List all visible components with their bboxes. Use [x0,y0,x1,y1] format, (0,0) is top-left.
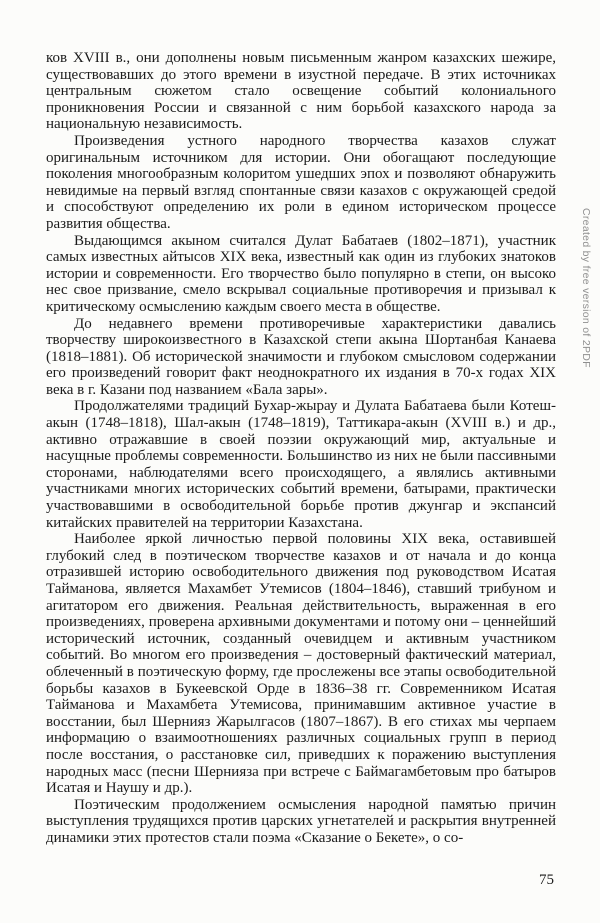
paragraph: Поэтическим продолжением осмысления народной памятью причин выступления трудящихся против царских угнетателей и раскрытия внутренней динамики этих протестов стали поэма «Сказание о Бекете», о со- [46,796,556,846]
pdf-watermark: Created by free version of 2PDF [580,208,592,368]
paragraph: Произведения устного народного творчества казахов служат оригинальным источником для истории. Они обогащают последующие поколения многообразным колоритом ушедших эпох и позволяют обнаружить невидимые на первый взгляд спонтанные связи казахов с окружающей средой и способствуют определению их роли в едином историческом процессе развития общества. [46,132,556,232]
paragraph: Наиболее яркой личностью первой половины XIX века, оставившей глубокий след в поэтическом творчестве казахов и от начала и до конца отразившей историю освободительного движения под руководством Исатая Тайманова, является Махамбет Утемисов (1804–1846), ставший трибуном и агитатором его движения. Реальная действительность, выраженная в его произведениях, проверена архивными документами и потому они – ценнейший исторический источник, созданный очевидцем и активным участником событий. Во многом его произведения – достоверный фактический материал, облеченный в поэтическую форму, где прослежены все этапы освободительной борьбы казахов в Букеевской Орде в 1836–38 гг. Современником Исатая Тайманова и Махамбета Утемисова, принимавшим активное участие в восстании, был Шернияз Жарылгасов (1807–1867). В его стихах мы черпаем информацию о взаимоотношениях различных социальных групп в период после восстания, о расстановке сил, приведших к поражению выступления народных масс (песни Шернияза при встрече с Баймагамбетовым про батыров Исатая и Наушу и др.). [46,531,556,797]
paragraph: До недавнего времени противоречивые характеристики давались творчеству широкоизвестного в Казахской степи акына Шортанбая Канаева (1818–1881). Об исторической значимости и глубоком смысловом содержании его произведений говорит факт неоднократного их издания в 70-х годах XIX века в г. Казани под названием «Бала зары». [46,315,556,398]
paragraph: Продолжателями традиций Бухар-жырау и Дулата Бабатаева были Котеш-акын (1748–1818), Шал-акын (1748–1819), Таттикара-акын (XVIII в.) и др., активно отражавшие в своей поэзии окружающий мир, актуальные и насущные проблемы современности. Большинство из них не были пассивными сторонами, наблюдателями всего происходящего, а являлись активными участниками многих исторических событий времени, батырами, практически участвовавшими в освободительной борьбе против джунгар и экспансий китайских правителей на территории Казахстана. [46,398,556,531]
text-block [46,50,556,847]
page-number: 75 [539,872,554,888]
paragraph: ков XVIII в., они дополнены новым письменным жанром казахских шежире, существовавших до этого времени в изустной передаче. В этих источниках центральным сюжетом стало освещение событий колониального проникновения России и связанной с ним борьбой казахского народа за национальную независимость. [46,50,556,133]
paragraph: Выдающимся акыном считался Дулат Бабатаев (1802–1871), участник самых известных айтысов XIX века, известный как один из глубоких знатоков истории и современности. Его творчество было популярно в степи, он высоко нес свое призвание, смело вскрывал социальные противоречия и призывал к критическому осмыслению каждым своего места в обществе. [46,232,556,315]
